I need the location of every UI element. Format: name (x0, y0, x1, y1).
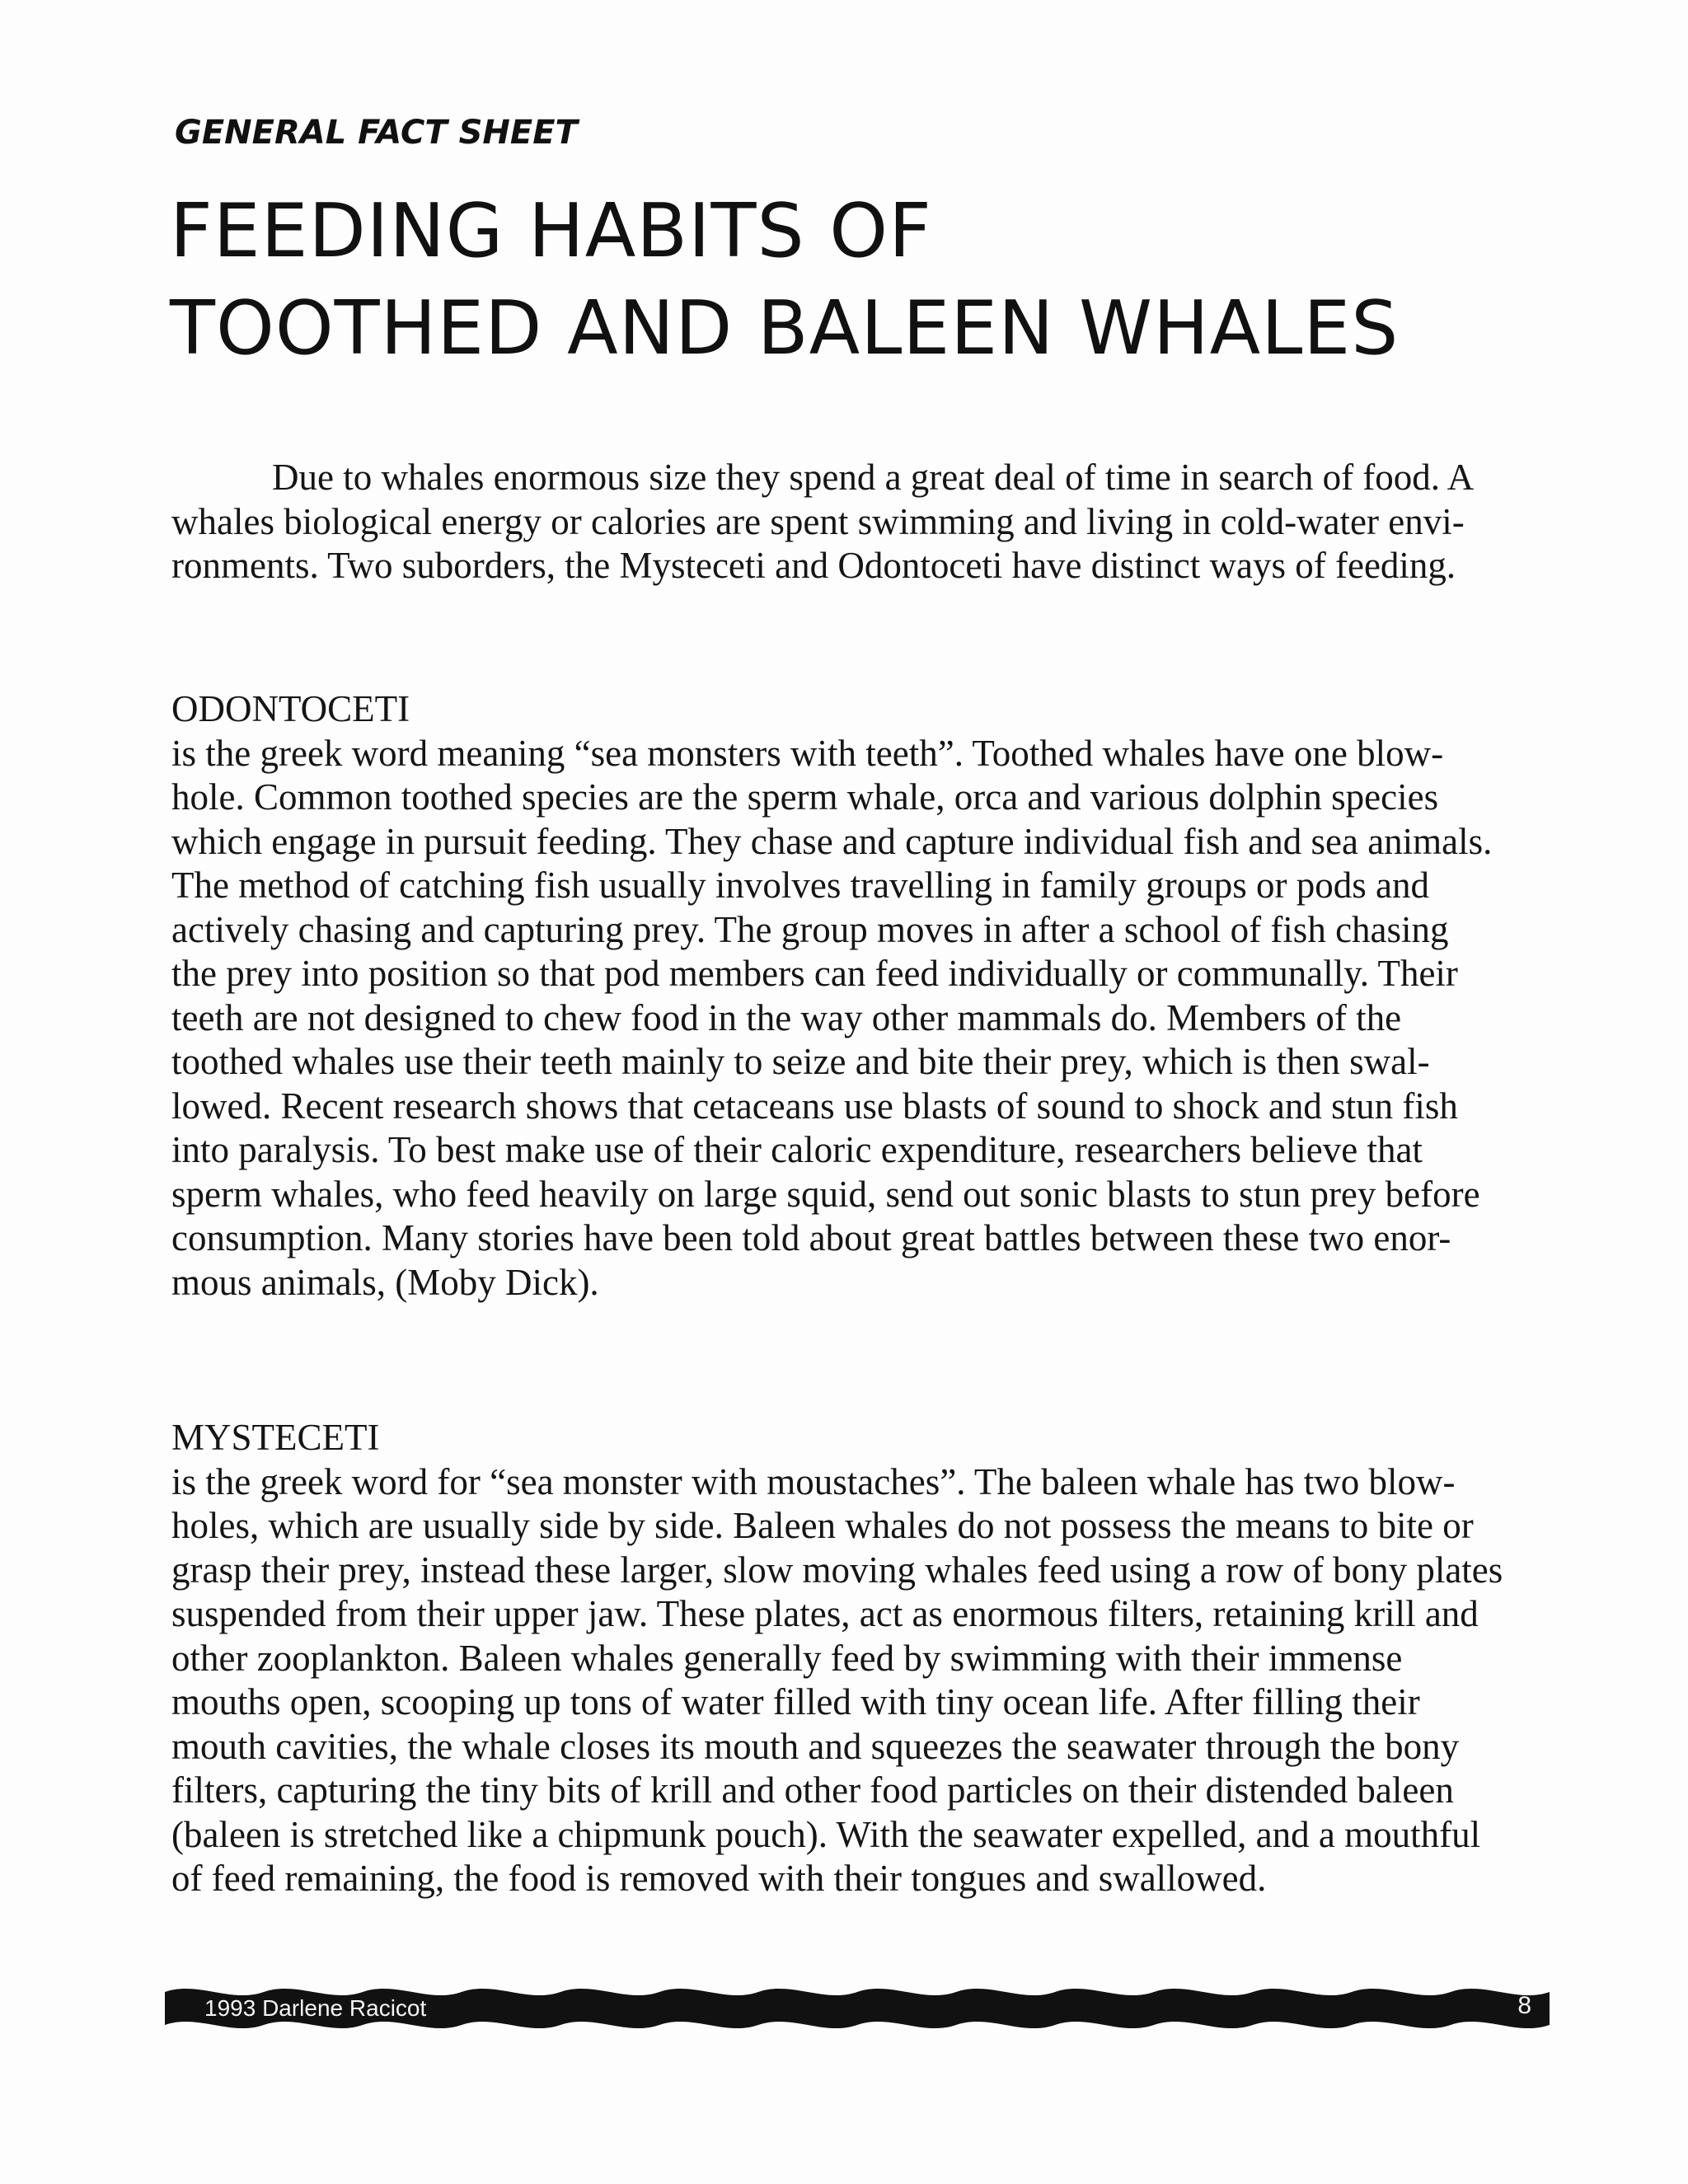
odontoceti-line: sperm whales, who feed heavily on large squid, send out sonic blasts to stun prey before (171, 1173, 1480, 1215)
mysteceti-line: other zooplankton. Baleen whales generally feed by swimming with their immense (171, 1637, 1403, 1679)
page-number: 8 (1517, 1992, 1531, 2019)
intro-line: whales biological energy or calories are spent swimming and living in cold-water envi- (171, 500, 1465, 542)
odontoceti-line: lowed. Recent research shows that cetaceans use blasts of sound to shock and stun fish (171, 1085, 1458, 1127)
odontoceti-line: The method of catching fish usually involves travelling in family groups or pods and (171, 865, 1429, 906)
odontoceti-line: consumption. Many stories have been told about great battles between these two enor- (171, 1217, 1451, 1258)
odontoceti-heading: ODONTOCETI (171, 688, 410, 729)
mysteceti-section (171, 1416, 1556, 1901)
odontoceti-line: the prey into position so that pod members can feed individually or communally. Their (171, 953, 1458, 994)
mysteceti-line: holes, which are usually side by side. Baleen whales do not possess the means to bite or (171, 1505, 1474, 1546)
page-title (170, 183, 1620, 377)
intro-line: Due to whales enormous size they spend a great deal of time in search of food. A (272, 457, 1475, 498)
mysteceti-line: filters, capturing the tiny bits of krill and other food particles on their distended baleen (171, 1769, 1454, 1811)
mysteceti-line: mouths open, scooping up tons of water filled with tiny ocean life. After filling their (171, 1681, 1420, 1722)
odontoceti-line: toothed whales use their teeth mainly to seize and bite their prey, which is then swal- (171, 1041, 1430, 1082)
mysteceti-heading: MYSTECETI (171, 1417, 380, 1458)
mysteceti-line: (baleen is stretched like a chipmunk pouch). With the seawater expelled, and a mouthful (171, 1813, 1481, 1855)
footer-wave-band (165, 1974, 1550, 2048)
mysteceti-line: grasp their prey, instead these larger, slow moving whales feed using a row of bony plates (171, 1549, 1503, 1591)
mysteceti-line: suspended from their upper jaw. These plates, act as enormous filters, retaining krill and (171, 1593, 1479, 1634)
intro-paragraph (171, 456, 1540, 588)
odontoceti-line: is the greek word meaning “sea monsters with teeth”. Toothed whales have one blow- (171, 732, 1444, 774)
odontoceti-line: mous animals, (Moby Dick). (171, 1261, 599, 1303)
odontoceti-section (171, 687, 1556, 1305)
mysteceti-line: is the greek word for “sea monster with moustaches”. The baleen whale has two blow- (171, 1460, 1456, 1502)
odontoceti-line: which engage in pursuit feeding. They chase and capture individual fish and sea animals. (171, 820, 1493, 862)
intro-line: ronments. Two suborders, the Mysteceti and Odontoceti have distinct ways of feeding. (171, 545, 1456, 586)
title-line-2: TOOTHED AND BALEEN WHALES (170, 285, 1400, 372)
document-kicker: GENERAL FACT SHEET (175, 114, 578, 152)
mysteceti-line: of feed remaining, the food is removed with their tongues and swallowed. (171, 1858, 1267, 1899)
odontoceti-line: into paralysis. To best make use of their caloric expenditure, researchers believe that (171, 1129, 1423, 1170)
odontoceti-line: actively chasing and capturing prey. The group moves in after a school of fish chasing (171, 908, 1449, 950)
mysteceti-line: mouth cavities, the whale closes its mouth and squeezes the seawater through the bony (171, 1725, 1460, 1767)
odontoceti-line: teeth are not designed to chew food in the way other mammals do. Members of the (171, 996, 1402, 1038)
title-line-1: FEEDING HABITS OF (170, 188, 932, 274)
copyright-credit: 1993 Darlene Racicot (204, 1995, 427, 2021)
odontoceti-line: hole. Common toothed species are the sperm whale, orca and various dolphin species (171, 776, 1439, 818)
